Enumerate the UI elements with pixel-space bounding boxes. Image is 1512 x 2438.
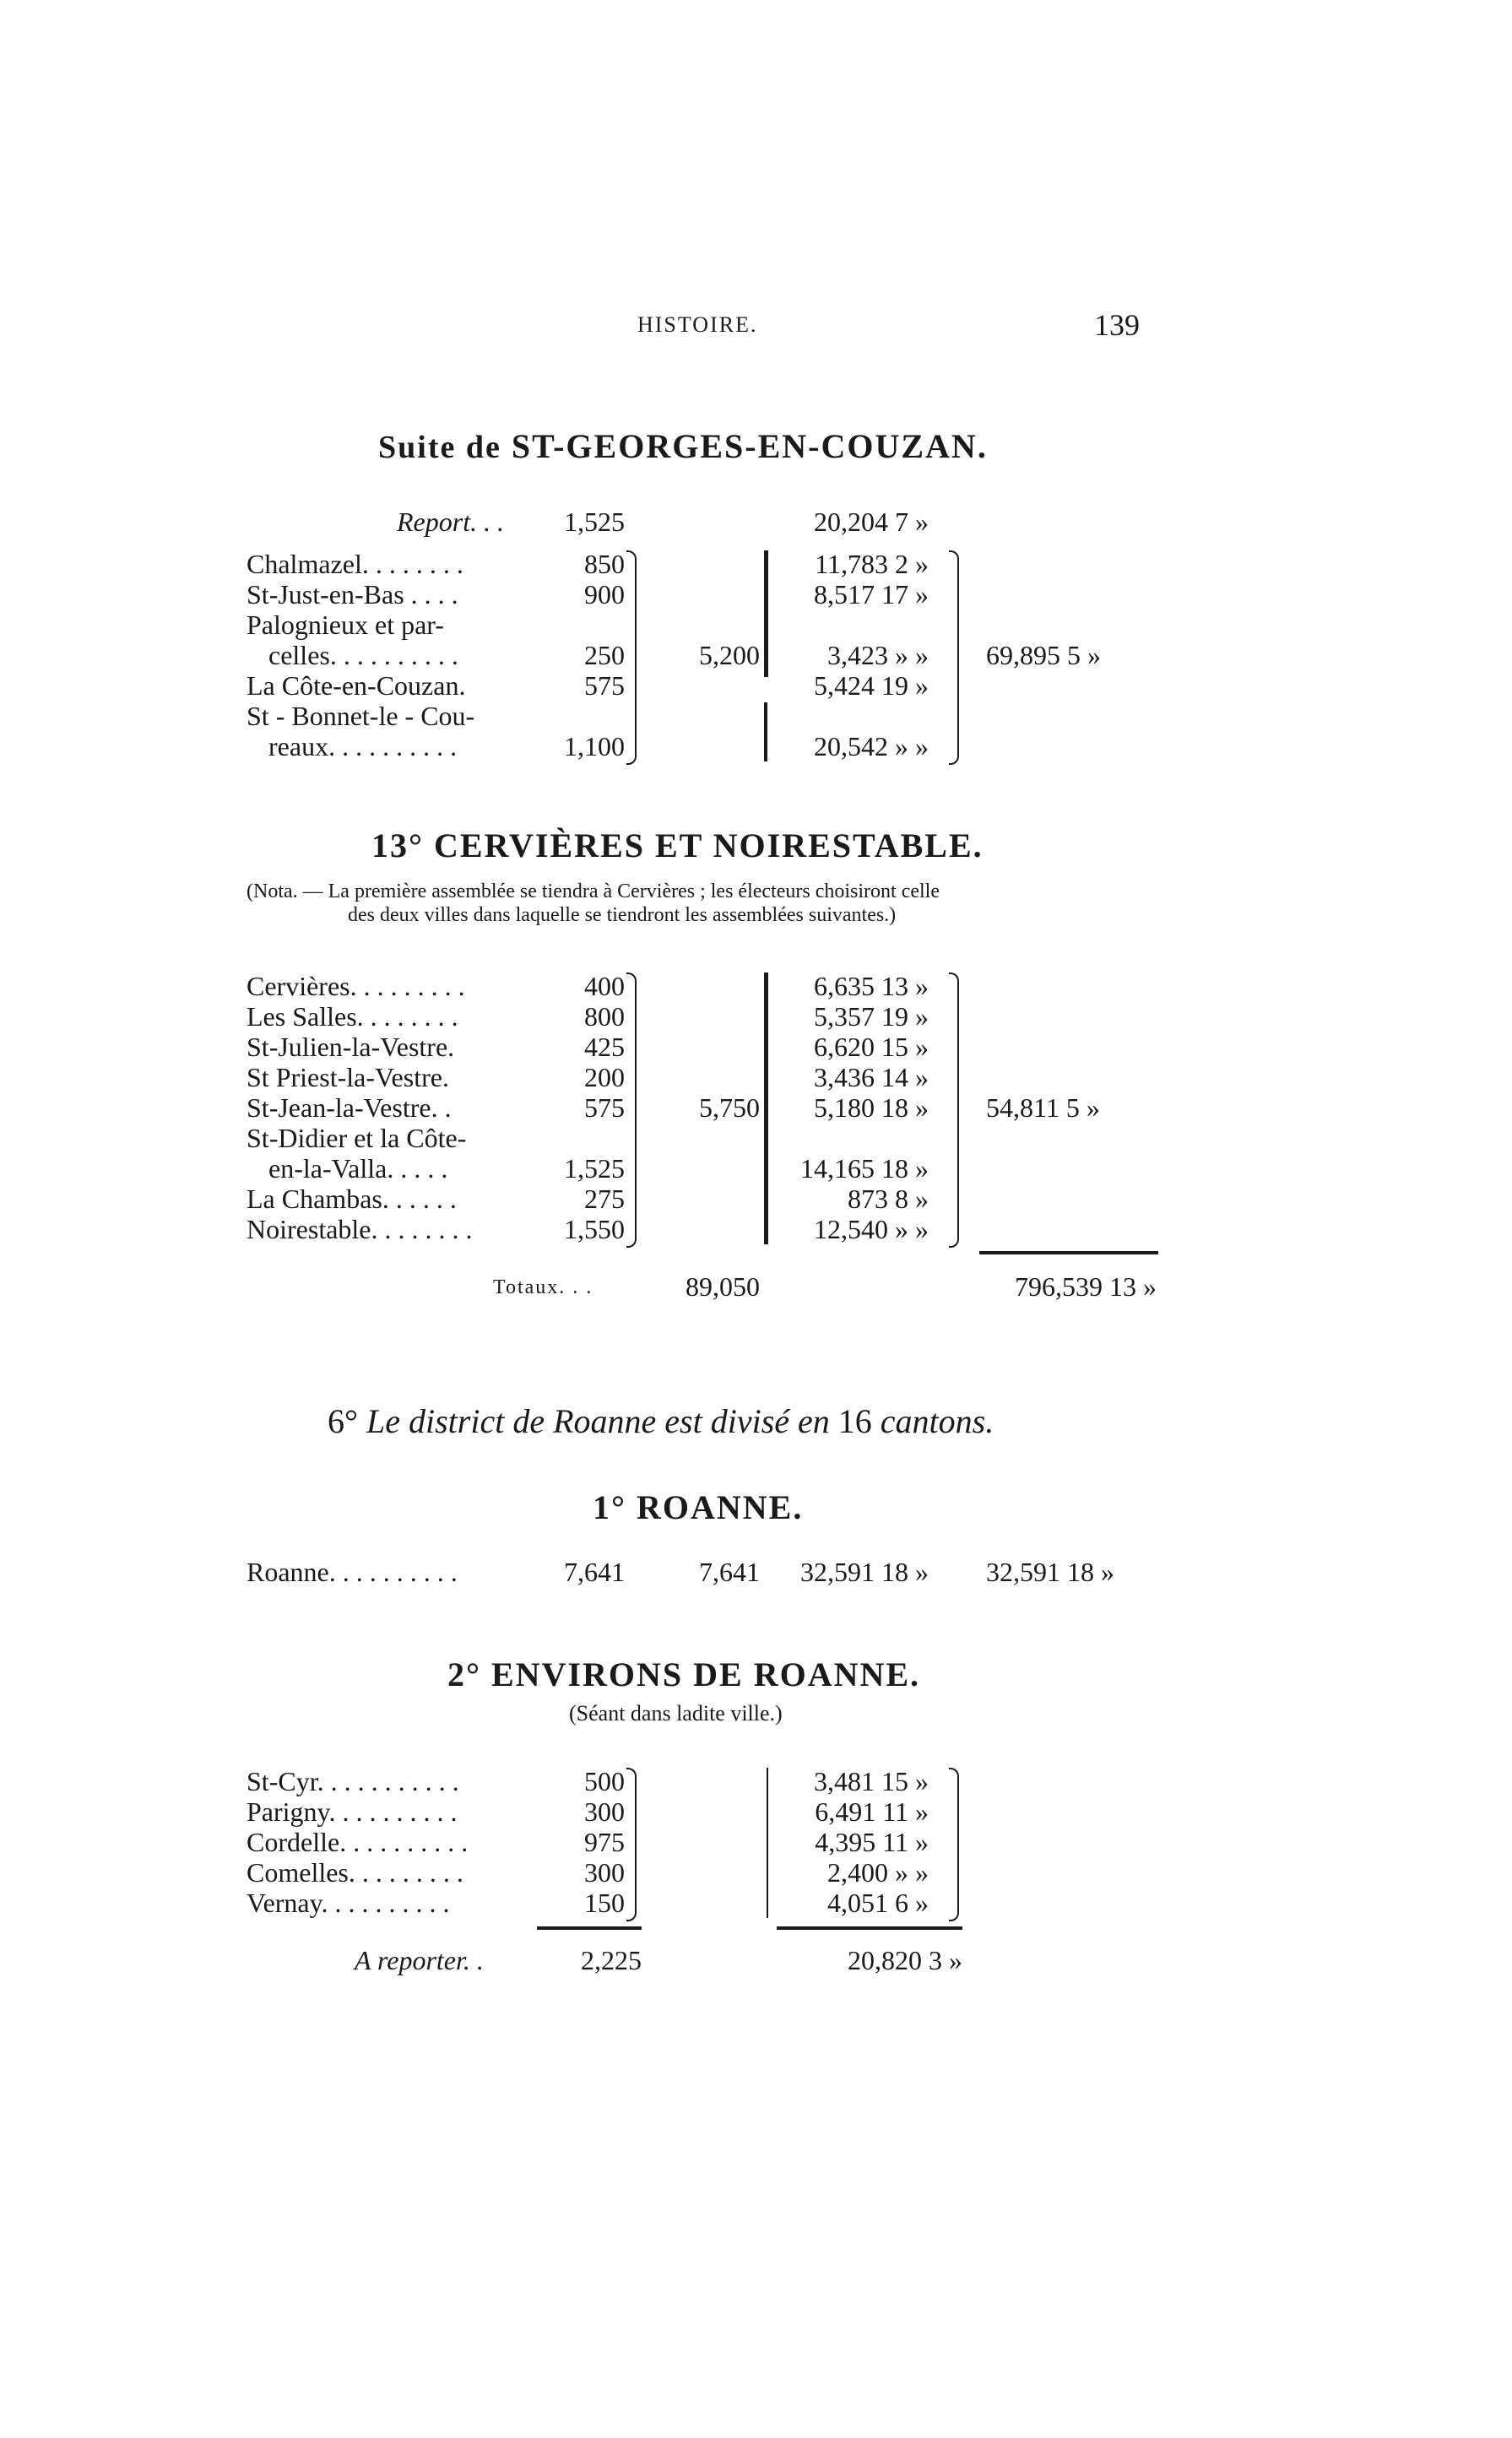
commune-name: Parigny. . . . . . . . . . bbox=[247, 1796, 458, 1827]
section-title-environs bbox=[447, 1655, 920, 1694]
commune-amount: 4,051 6 » bbox=[827, 1888, 929, 1918]
commune-amount: 3,481 15 » bbox=[814, 1766, 929, 1796]
group-total: 54,811 5 » bbox=[986, 1092, 1100, 1123]
commune-pop: 7,641 bbox=[564, 1557, 625, 1587]
commune-pop: 575 bbox=[584, 670, 625, 701]
commune-name: reaux. . . . . . . . . . bbox=[268, 731, 458, 761]
commune-amount: 32,591 18 » bbox=[800, 1557, 929, 1587]
commune-pop: 850 bbox=[584, 549, 625, 579]
population-brace bbox=[626, 1768, 637, 1921]
commune-amount: 3,423 » » bbox=[827, 640, 929, 670]
commune-pop: 1,550 bbox=[564, 1214, 625, 1244]
totals-amount: 796,539 13 » bbox=[1015, 1271, 1157, 1302]
title-number: 2° bbox=[447, 1655, 481, 1693]
commune-amount: 5,424 19 » bbox=[814, 670, 929, 701]
commune-name: St - Bonnet-le - Cou- bbox=[247, 701, 475, 731]
commune-amount: 20,542 » » bbox=[814, 731, 929, 761]
commune-amount: 6,635 13 » bbox=[814, 971, 929, 1001]
vertical-rule bbox=[764, 702, 767, 761]
subtotal-rule bbox=[537, 1926, 642, 1930]
commune-amount: 3,436 14 » bbox=[814, 1062, 929, 1092]
title-main: CERVIÈRES ET NOIRESTABLE. bbox=[434, 826, 984, 864]
commune-name: en-la-Valla. . . . . bbox=[268, 1153, 448, 1184]
title-number: 13° bbox=[371, 826, 424, 864]
commune-pop: 300 bbox=[584, 1857, 625, 1888]
commune-pop: 300 bbox=[584, 1796, 625, 1827]
carry-amount: 20,820 3 » bbox=[848, 1945, 962, 1975]
district-text: Le district de Roanne est divisé en bbox=[366, 1402, 830, 1440]
commune-pop: 975 bbox=[584, 1827, 625, 1857]
title-main: ROANNE. bbox=[637, 1488, 804, 1526]
commune-pop: 275 bbox=[584, 1184, 625, 1214]
running-header: HISTOIRE. bbox=[637, 312, 758, 337]
vertical-rule bbox=[764, 550, 768, 677]
group-population: 5,750 bbox=[699, 1092, 760, 1123]
commune-pop: 1,525 bbox=[564, 1153, 625, 1184]
commune-pop: 575 bbox=[584, 1092, 625, 1123]
commune-amount: 12,540 » » bbox=[814, 1214, 929, 1244]
amount-brace bbox=[949, 550, 959, 765]
commune-name: St-Didier et la Côte- bbox=[247, 1123, 467, 1153]
commune-name: St-Cyr. . . . . . . . . . . bbox=[247, 1766, 459, 1796]
commune-amount: 5,180 18 » bbox=[814, 1092, 929, 1123]
commune-name: celles. . . . . . . . . . bbox=[268, 640, 458, 670]
commune-pop: 150 bbox=[584, 1888, 625, 1918]
nota-line-1: (Nota. — La première assemblée se tiendra à Cervières ; les électeurs choisiront celle bbox=[247, 880, 940, 902]
commune-name: St-Just-en-Bas . . . . bbox=[247, 579, 458, 610]
district-text-end: cantons. bbox=[880, 1402, 994, 1440]
title-number: 1° bbox=[593, 1488, 626, 1526]
commune-name: Roanne. . . . . . . . . . bbox=[247, 1557, 458, 1587]
commune-amount: 14,165 18 » bbox=[800, 1153, 929, 1184]
commune-pop: 400 bbox=[584, 971, 625, 1001]
carry-label: A reporter. . bbox=[355, 1945, 484, 1975]
commune-pop: 425 bbox=[584, 1032, 625, 1062]
title-main: ENVIRONS DE ROANNE. bbox=[491, 1655, 921, 1693]
population-brace bbox=[626, 550, 637, 765]
totals-label: Totaux. . . bbox=[493, 1276, 593, 1298]
commune-name: Noirestable. . . . . . . . bbox=[247, 1214, 473, 1244]
report-amount: 20,204 7 » bbox=[814, 507, 929, 537]
population-brace bbox=[626, 972, 637, 1248]
carry-population: 2,225 bbox=[581, 1945, 642, 1975]
vertical-rule bbox=[764, 972, 768, 1244]
canton-total: 32,591 18 » bbox=[986, 1557, 1114, 1587]
commune-pop: 800 bbox=[584, 1001, 625, 1032]
totals-rule bbox=[979, 1251, 1158, 1254]
commune-name: Cordelle. . . . . . . . . . bbox=[247, 1827, 469, 1857]
commune-amount: 11,783 2 » bbox=[815, 549, 929, 579]
district-number: 6° bbox=[328, 1402, 366, 1440]
commune-name: Palognieux et par- bbox=[247, 610, 444, 640]
commune-pop: 250 bbox=[584, 640, 625, 670]
commune-amount: 5,357 19 » bbox=[814, 1001, 929, 1032]
section-title-cervieres bbox=[371, 826, 984, 865]
district-heading bbox=[328, 1401, 994, 1441]
commune-amount: 6,620 15 » bbox=[814, 1032, 929, 1062]
commune-name: St-Julien-la-Vestre. bbox=[247, 1032, 455, 1062]
commune-name: St-Jean-la-Vestre. . bbox=[247, 1092, 452, 1123]
commune-pop: 500 bbox=[584, 1766, 625, 1796]
commune-name: Les Salles. . . . . . . . bbox=[247, 1001, 458, 1032]
commune-name: Chalmazel. . . . . . . . bbox=[247, 549, 463, 579]
commune-pop: 200 bbox=[584, 1062, 625, 1092]
totals-population: 89,050 bbox=[686, 1271, 760, 1302]
commune-name: St Priest-la-Vestre. bbox=[247, 1062, 449, 1092]
commune-amount: 4,395 11 » bbox=[815, 1827, 929, 1857]
commune-name: Vernay. . . . . . . . . . bbox=[247, 1888, 450, 1918]
nota-line-2: des deux villes dans laquelle se tiendront les assemblées suivantes.) bbox=[348, 904, 897, 926]
commune-amount: 6,491 11 » bbox=[815, 1796, 929, 1827]
section-title-st-georges bbox=[378, 426, 988, 466]
commune-name: La Côte-en-Couzan. bbox=[247, 670, 466, 701]
title-main: ST-GEORGES-EN-COUZAN. bbox=[511, 427, 988, 465]
page-number: 139 bbox=[1094, 308, 1140, 342]
district-count: 16 bbox=[829, 1402, 881, 1440]
report-pop: 1,525 bbox=[564, 507, 625, 537]
group-population: 5,200 bbox=[699, 640, 760, 670]
group-total: 69,895 5 » bbox=[986, 640, 1101, 670]
vertical-rule bbox=[767, 1768, 768, 1918]
title-prefix: Suite de bbox=[378, 430, 501, 465]
canton-pop: 7,641 bbox=[699, 1557, 760, 1587]
commune-pop: 1,100 bbox=[564, 731, 625, 761]
amount-brace bbox=[949, 972, 959, 1248]
amount-brace bbox=[949, 1768, 959, 1921]
section-subtitle: (Séant dans ladite ville.) bbox=[569, 1701, 783, 1726]
subtotal-rule bbox=[777, 1926, 962, 1930]
report-label: Report. . . bbox=[397, 507, 505, 537]
section-title-roanne bbox=[593, 1487, 803, 1527]
commune-pop: 900 bbox=[584, 579, 625, 610]
commune-name: Comelles. . . . . . . . . bbox=[247, 1857, 463, 1888]
commune-name: La Chambas. . . . . . bbox=[247, 1184, 457, 1214]
commune-amount: 2,400 » » bbox=[827, 1857, 929, 1888]
commune-name: Cervières. . . . . . . . . bbox=[247, 971, 465, 1001]
commune-amount: 873 8 » bbox=[848, 1184, 929, 1214]
commune-amount: 8,517 17 » bbox=[814, 579, 929, 610]
